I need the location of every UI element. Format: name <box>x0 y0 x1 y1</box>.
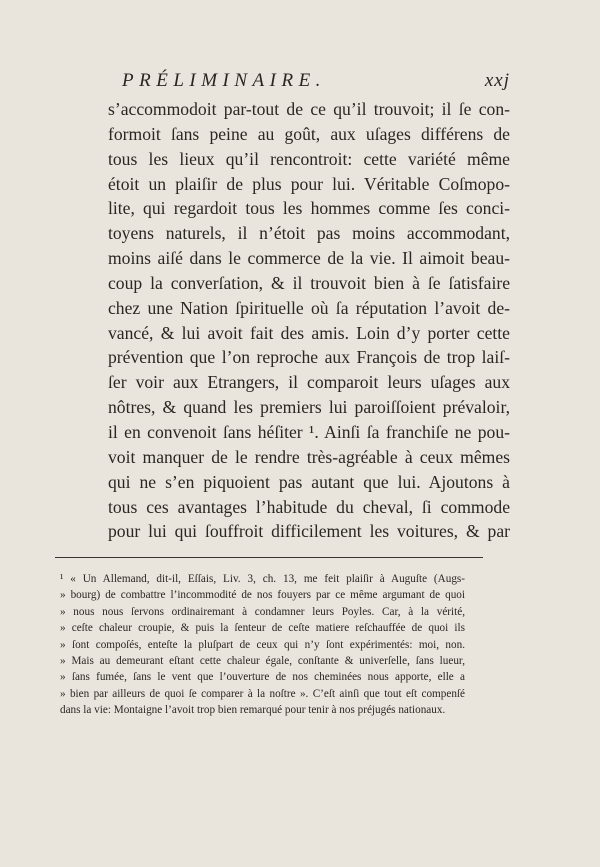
footnote-rule <box>55 557 483 558</box>
footnote-line: » ſans fumée, ſans le vent que l’ouverture de nos cheminées nous apporte, elle a <box>60 671 465 684</box>
body-line: tous les lieux qu’il rencontroit: cette variété même <box>108 148 510 169</box>
body-line: pour lui qui ſouffroit difficilement les voitures, & par <box>108 521 510 542</box>
body-text <box>108 97 510 544</box>
footnote-line: » Mais au demeurant eſtant cette chaleur égale, conſtante & univerſelle, ſans lueur, <box>60 654 465 667</box>
body-line: nôtres, & quand les premiers lui paroiſſoient prévaloir, <box>108 397 510 418</box>
body-line: ſer voir aux Etrangers, il comparoit leurs uſages aux <box>108 372 510 393</box>
footnote-line: » ceſte chaleur croupie, & puis la ſenteur de ceſte matiere reſchauffée de quoi ils <box>60 622 465 635</box>
footnote-line: » ſont compoſés, enteſte la pluſpart de ceux qui n’y ſont expérimentés: moi, non. <box>60 638 465 651</box>
body-line: s’accommodoit par-tout de ce qu’il trouvoit; il ſe con- <box>108 99 510 119</box>
page-number: xxj <box>484 70 510 91</box>
body-line: formoit ſans peine au goût, aux uſages différens de <box>108 123 510 144</box>
body-line: vancé, & lui avoit fait des amis. Loin d’y porter cette <box>108 322 510 343</box>
running-title: PRÉLIMINAIRE. <box>122 70 326 91</box>
body-line: lite, qui regardoit tous les hommes comme ſes conci- <box>108 198 510 219</box>
body-line: toyens naturels, il n’étoit pas moins accommodant, <box>108 223 510 244</box>
body-line: coup la converſation, & il trouvoit bien à ſe ſatisfaire <box>108 272 510 293</box>
body-line: voit manquer de le rendre très-agréable à ceux mêmes <box>108 446 510 467</box>
body-line: étoit un plaiſir de plus pour lui. Véritable Coſmopo- <box>108 173 510 194</box>
footnotes <box>60 571 465 719</box>
body-line: tous ces avantages l’habitude du cheval, ſi commode <box>108 496 510 517</box>
body-line: qui ne s’en piquoient pas autant que lui. Ajoutons à <box>108 471 510 492</box>
footnote-line: » bourg) de combattre l’incommodité de nos fouyers par ce même argumant de quoi <box>60 589 465 602</box>
body-line: il en convenoit ſans héſiter ¹. Ainſi ſa franchiſe ne pou- <box>108 421 510 442</box>
footnote-line: dans la vie: Montaigne l’avoit trop bien remarqué pour tenir à nos préjugés nationaux. <box>60 704 446 717</box>
body-line: prévention que l’on reproche aux François de trop laiſ- <box>108 347 510 368</box>
body-line: chez une Nation ſpirituelle où ſa réputation l’avoit de- <box>108 297 510 318</box>
footnote-line: » bien par ailleurs de quoi ſe comparer à la noſtre ». C’eſt ainſi que tout eſt compenſé <box>60 687 465 700</box>
footnote-line: ¹ « Un Allemand, dit-il, Eſſais, Liv. 3, ch. 13, me feit plaiſir à Auguſte (Augs- <box>60 573 465 585</box>
footnote-line: » nous nous ſervons ordinairemant à condamner leurs Poyles. Car, à la vérité, <box>60 605 465 618</box>
body-line: moins aiſé dans le commerce de la vie. Il aimoit beau- <box>108 248 510 269</box>
page-header <box>108 70 510 96</box>
